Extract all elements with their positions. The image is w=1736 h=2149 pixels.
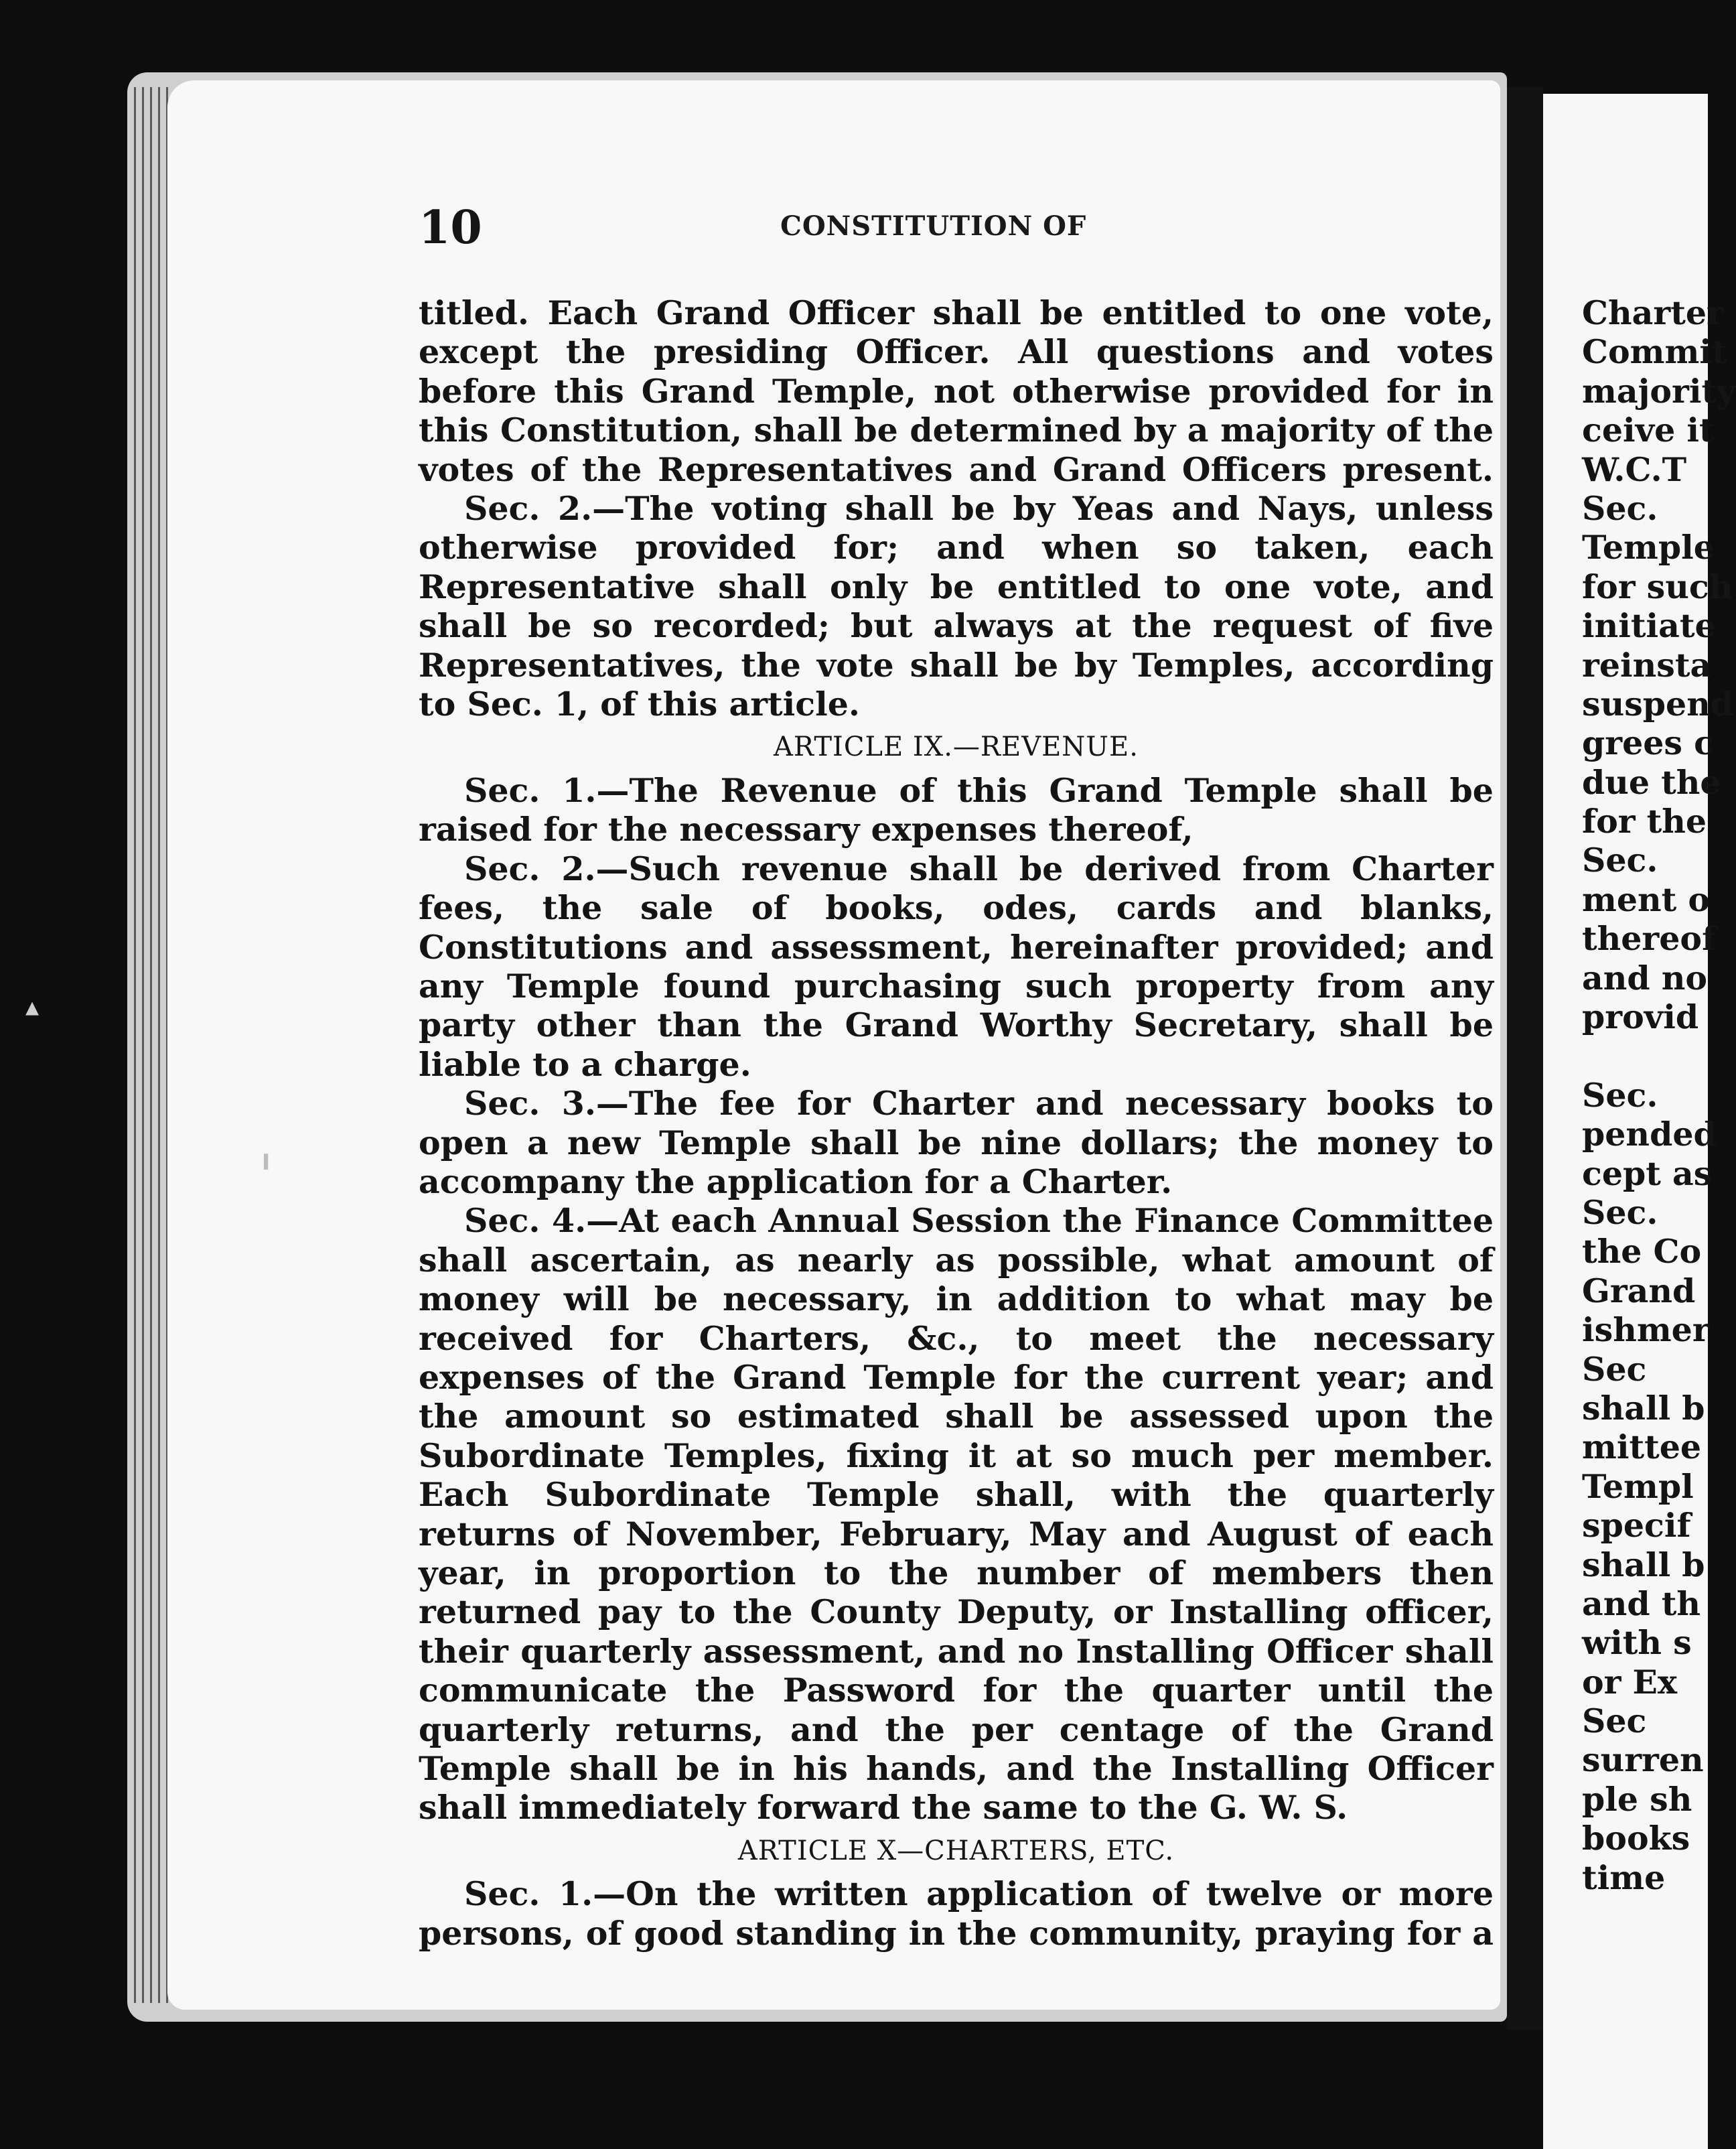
right-page-line: reinsta	[1582, 645, 1712, 685]
right-page-line: initiate	[1582, 606, 1716, 646]
paragraph-x-sec-1: Sec. 1.—On the written application of twelve or more persons, of good standing in the community, praying for a	[419, 1874, 1494, 1953]
paragraph-ix-sec-3: Sec. 3.—The fee for Charter and necessary books to open a new Temple shall be nine dollars; the money to accompany the application for a Charter.	[419, 1084, 1494, 1201]
right-page-line: Sec.	[1582, 1075, 1658, 1115]
right-page-line: due the	[1582, 762, 1721, 802]
right-page-line: specif	[1582, 1506, 1691, 1545]
right-page-line: ceive it	[1582, 411, 1715, 450]
right-page-line: Commit	[1582, 332, 1727, 372]
right-page-line: or Ex	[1582, 1662, 1678, 1702]
right-page-line: W.C.T	[1582, 449, 1687, 489]
right-page-line: and no	[1582, 958, 1708, 997]
right-page-line: Sec.	[1582, 488, 1658, 528]
book-gutter	[1507, 87, 1543, 2030]
scan-speck: ╻	[258, 1139, 275, 1170]
right-page-line	[1582, 1036, 1708, 1075]
right-page-line: Charter	[1582, 293, 1724, 332]
paragraph-ix-sec-2: Sec. 2.—Such revenue shall be derived from Charter fees, the sale of books, odes, cards and blanks, Constitutions and assessment, hereinafter provided; and any Temple found purchasing such property from any party other than the Grand Worthy Secretary, shall be liable to a charge.	[419, 849, 1494, 1084]
right-page-line: shall b	[1582, 1545, 1705, 1584]
right-page-line: mittee	[1582, 1428, 1702, 1467]
right-page-line: for such	[1582, 567, 1733, 606]
right-page-line: Sec	[1582, 1702, 1647, 1741]
scan-speck: ▴	[25, 991, 40, 1022]
article-ix-heading: ARTICLE IX.—REVENUE.	[774, 732, 1139, 763]
right-page-line: shall b	[1582, 1388, 1705, 1428]
right-page-line: with s	[1582, 1623, 1692, 1663]
right-page-line: thereof	[1582, 919, 1717, 959]
right-page-line: majority	[1582, 371, 1736, 411]
right-page-line: books	[1582, 1819, 1690, 1858]
running-head: CONSTITUTION OF	[780, 210, 1087, 242]
right-page-line: ple sh	[1582, 1779, 1692, 1819]
right-page-line: time	[1582, 1858, 1666, 1897]
right-page-line: the Co	[1582, 1232, 1702, 1271]
paragraph-ix-sec-1: Sec. 1.—The Revenue of this Grand Temple shall be raised for the necessary expenses thereof,	[419, 770, 1494, 849]
paragraph-sec-2: Sec. 2.—The voting shall be by Yeas and Nays, unless otherwise provided for; and when so taken, each Representative shall only be entitled to one vote, and shall be so recorded; but always at the request of five Representatives, the vote shall be by Temples, according to Sec. 1, of this article.	[419, 489, 1494, 724]
right-page-line: surren	[1582, 1740, 1704, 1780]
right-page-line: Templ	[1582, 1466, 1694, 1506]
right-page-line: Sec.	[1582, 1192, 1658, 1232]
paragraph-ix-sec-4: Sec. 4.—At each Annual Session the Finance Committee shall ascertain, as nearly as possible, what amount of money will be necessary, in addition to what may be received for Charters, &c., to meet the necessary expenses of the Grand Temple for the current year; and the amount so estimated shall be assessed upon the Subordinate Temples, fixing it at so much per member. Each Subordinate Temple shall, with the quarterly returns of November, February, May and August of each year, in proportion to the number of members then returned pay to the County Deputy, or Installing officer, their quarterly assessment, and no Installing Officer shall communicate the Password for the quarter until the quarterly returns, and the per centage of the Grand Temple shall be in his hands, and the Installing Officer shall immediately forward the same to the G. W. S.	[419, 1201, 1494, 1827]
right-page-text	[1582, 293, 1736, 1897]
article-x-heading: ARTICLE X—CHARTERS, ETC.	[737, 1835, 1175, 1866]
page-number: 10	[419, 201, 482, 255]
right-page-line: grees c	[1582, 723, 1714, 763]
right-page-line: suspend	[1582, 684, 1734, 723]
right-page-line: Grand	[1582, 1271, 1696, 1310]
page-body	[419, 293, 1494, 1953]
right-page-line: Temple	[1582, 528, 1715, 567]
right-page-line: ishmer	[1582, 1310, 1710, 1350]
right-page-line: provid	[1582, 997, 1699, 1037]
right-page-line: and th	[1582, 1584, 1701, 1623]
right-page-line: ment o	[1582, 880, 1711, 919]
page-header	[248, 201, 1507, 255]
right-page-line: pended	[1582, 1115, 1717, 1154]
right-page-line: for the	[1582, 802, 1707, 841]
right-page-line: cept as	[1582, 1154, 1713, 1193]
right-page-line: Sec	[1582, 1349, 1647, 1389]
right-page-line: Sec.	[1582, 841, 1658, 880]
paragraph-1: titled. Each Grand Officer shall be entitled to one vote, except the presiding Officer. All questions and votes before this Grand Temple, not otherwise provided for in this Constitution, shall be determined by a majority of the votes of the Representatives and Grand Officers present.	[419, 293, 1494, 489]
